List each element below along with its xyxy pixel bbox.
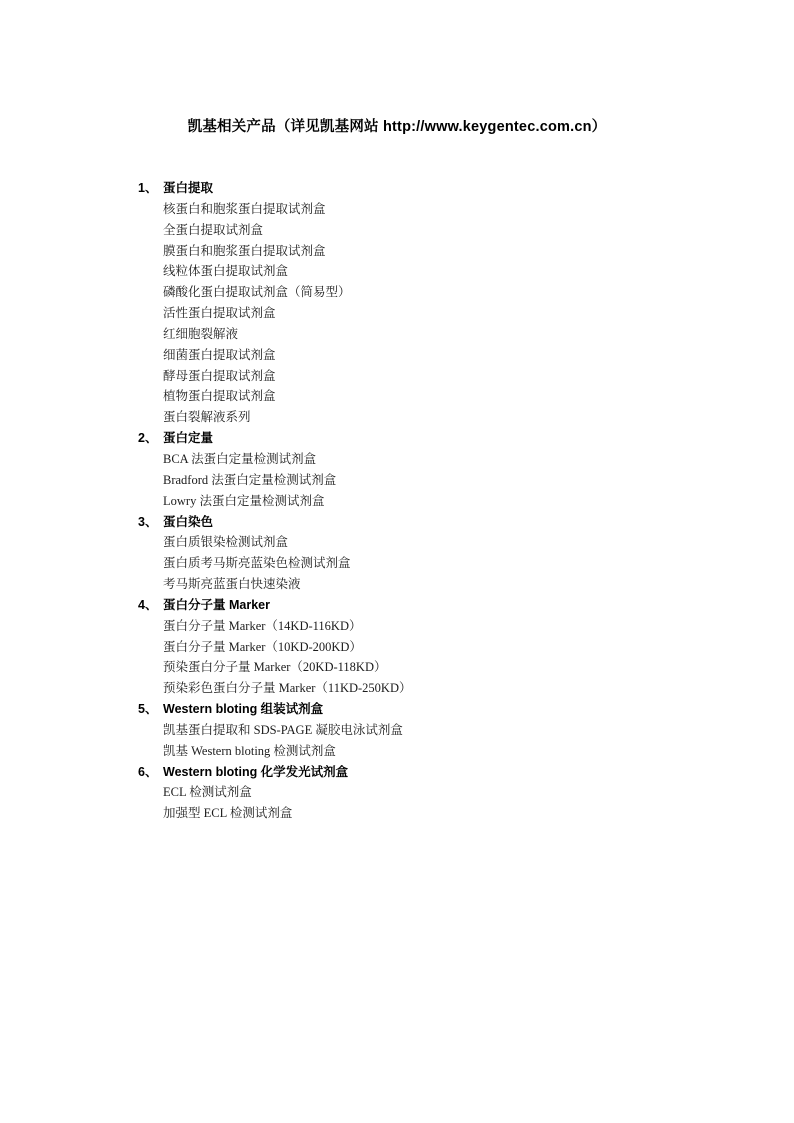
section-title: 蛋白染色 bbox=[163, 514, 214, 529]
section-heading bbox=[0, 428, 794, 449]
section-number: 3、 bbox=[138, 514, 158, 529]
section-heading bbox=[0, 178, 794, 199]
product-list bbox=[0, 178, 794, 824]
product-item: 酵母蛋白提取试剂盒 bbox=[163, 368, 276, 383]
section-heading bbox=[0, 512, 794, 533]
product-item: 全蛋白提取试剂盒 bbox=[163, 222, 264, 237]
section-number: 4、 bbox=[138, 597, 158, 612]
section-heading bbox=[0, 699, 794, 720]
product-item: ECL 检测试剂盒 bbox=[163, 785, 252, 800]
product-item: 预染蛋白分子量 Marker（20KD-118KD） bbox=[163, 660, 387, 675]
product-item: 细菌蛋白提取试剂盒 bbox=[163, 347, 276, 362]
product-item: 植物蛋白提取试剂盒 bbox=[163, 389, 276, 404]
product-item: 凯基蛋白提取和 SDS-PAGE 凝胶电泳试剂盒 bbox=[163, 722, 403, 737]
product-item: 蛋白分子量 Marker（14KD-116KD） bbox=[163, 618, 362, 633]
product-item: 红细胞裂解液 bbox=[163, 326, 239, 341]
product-item: 膜蛋白和胞浆蛋白提取试剂盒 bbox=[163, 243, 326, 258]
section-heading bbox=[0, 762, 794, 783]
section-heading bbox=[0, 595, 794, 616]
product-item: 蛋白质银染检测试剂盒 bbox=[163, 535, 289, 550]
product-item: 蛋白分子量 Marker（10KD-200KD） bbox=[163, 639, 362, 654]
product-item: 磷酸化蛋白提取试剂盒（简易型） bbox=[163, 285, 351, 300]
section-title: 蛋白定量 bbox=[163, 431, 214, 446]
section-title: 蛋白分子量 Marker bbox=[163, 597, 270, 612]
section-number: 6、 bbox=[138, 764, 158, 779]
product-item: Lowry 法蛋白定量检测试剂盒 bbox=[163, 493, 325, 508]
product-item: 线粒体蛋白提取试剂盒 bbox=[163, 264, 289, 279]
product-item: 活性蛋白提取试剂盒 bbox=[163, 306, 276, 321]
product-item: 蛋白裂解液系列 bbox=[163, 410, 251, 425]
section-title: Western bloting 化学发光试剂盒 bbox=[163, 764, 349, 779]
product-item: 加强型 ECL 检测试剂盒 bbox=[163, 806, 293, 821]
product-item: 凯基 Western bloting 检测试剂盒 bbox=[163, 743, 336, 758]
document-title: 凯基相关产品（详见凯基网站 http://www.keygentec.com.cn） bbox=[187, 119, 607, 135]
section-number: 2、 bbox=[138, 431, 158, 446]
section-number: 5、 bbox=[138, 702, 158, 717]
product-item: 预染彩色蛋白分子量 Marker（11KD-250KD） bbox=[163, 681, 412, 696]
product-item: 考马斯亮蓝蛋白快速染液 bbox=[163, 577, 301, 592]
product-item: BCA 法蛋白定量检测试剂盒 bbox=[163, 451, 317, 466]
section-title: 蛋白提取 bbox=[163, 181, 214, 195]
product-item: 蛋白质考马斯亮蓝染色检测试剂盒 bbox=[163, 556, 351, 571]
section-title: Western bloting 组装试剂盒 bbox=[163, 702, 324, 717]
section-number: 1、 bbox=[138, 181, 158, 195]
product-item: Bradford 法蛋白定量检测试剂盒 bbox=[163, 472, 337, 487]
product-item: 核蛋白和胞浆蛋白提取试剂盒 bbox=[163, 201, 326, 216]
